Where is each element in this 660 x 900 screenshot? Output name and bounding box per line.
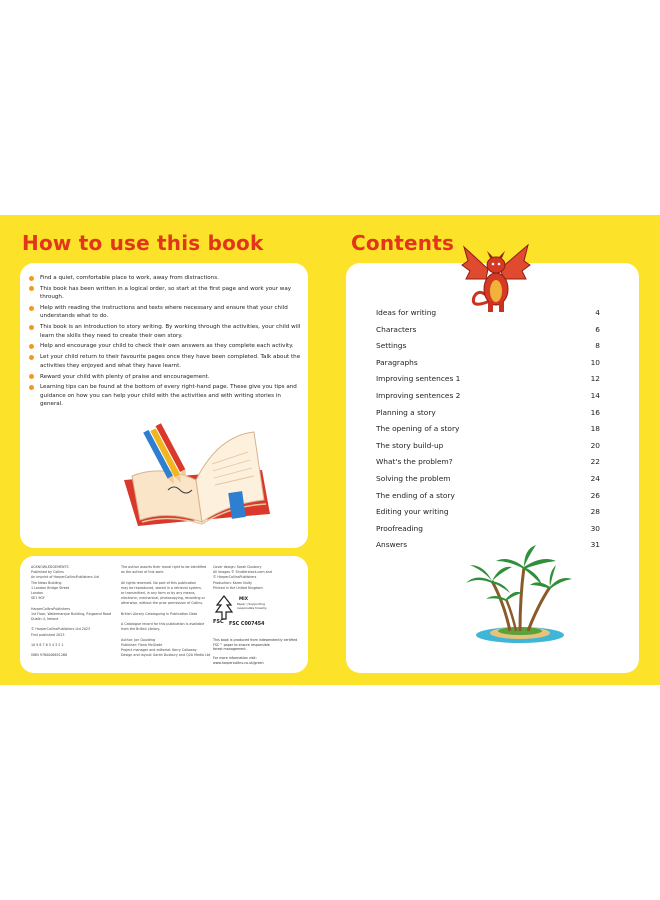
- bullet-dot-icon: [29, 344, 34, 349]
- contents-page-number: 8: [595, 341, 600, 351]
- contents-page-number: 30: [590, 523, 600, 533]
- imprint-line: may be reproduced, stored in a retrieval system,: [121, 585, 202, 590]
- imprint-line: Project manager and editorial: Kerry Calloway: [121, 648, 197, 653]
- contents-row: [376, 491, 600, 508]
- imprint-line: www.harpercollins.co.uk/green: [213, 660, 264, 665]
- fsc-logo: [213, 594, 297, 638]
- fsc-statement: [213, 638, 303, 666]
- instruction-item: This book is an introduction to story writing. By working through the activities, your child will learn the skills they need to create their own story.: [29, 323, 301, 340]
- imprint-line: SE1 9GF: [31, 596, 45, 601]
- contents-title: Improving sentences 1: [376, 374, 461, 384]
- imprint-line: Published by Collins: [31, 570, 64, 575]
- contents-page-number: 4: [595, 308, 600, 317]
- imprint-line: otherwise, without the prior permission of Collins.: [121, 601, 204, 606]
- fsc-code: FSC C007454: [229, 622, 265, 628]
- contents-row: [376, 474, 600, 491]
- imprint-line: Printed in the United Kingdom: [213, 585, 263, 590]
- instruction-item: This book has been written in a logical order, so start at the first page and work your way through.: [29, 285, 301, 302]
- contents-title: Solving the problem: [376, 473, 451, 483]
- imprint-line: forest management.: [213, 647, 247, 652]
- contents-page-number: 18: [590, 424, 600, 434]
- fsc-mix-label: MIX: [239, 596, 248, 602]
- contents-page-number: 31: [590, 540, 600, 550]
- imprint-line: ACKNOWLEDGEMENTS: [31, 565, 69, 569]
- instruction-item: Help with reading the instructions and texts where necessary and ensure that your child understands what to do.: [29, 304, 301, 321]
- contents-title: Answers: [376, 540, 408, 550]
- contents-row: [376, 374, 600, 391]
- imprint-line: An imprint of HarperCollinsPublishers Ltd: [31, 575, 99, 580]
- contents-page-number: 6: [595, 324, 600, 334]
- contents-row: [376, 424, 600, 441]
- bullet-dot-icon: [29, 374, 34, 379]
- imprint-line: The author asserts their moral right to be identified: [121, 565, 207, 569]
- contents-title: Improving sentences 2: [376, 390, 461, 400]
- instruction-item: Find a quiet, comfortable place to work, away from distractions.: [29, 274, 301, 282]
- contents-row: [376, 457, 600, 474]
- left-page: [0, 215, 330, 685]
- imprint-line: © HarperCollinsPublishers: [213, 575, 257, 580]
- contents-title: The story build-up: [376, 440, 444, 450]
- bullet-dot-icon: [29, 385, 34, 390]
- instruction-item: Help and encourage your child to check their own answers as they complete each activity.: [29, 342, 301, 350]
- palm-tree-island-icon: [464, 543, 574, 647]
- instructions-list: [29, 274, 301, 411]
- imprint-line: HarperCollinsPublishers: [31, 606, 71, 611]
- instruction-item: Let your child return to their favourite pages once they have been completed. Talk about the activities they enjoyed and what they have learnt.: [29, 353, 301, 370]
- imprint-line: © HarperCollinsPublishers Ltd 2023: [31, 627, 91, 632]
- contents-title: What's the problem?: [376, 457, 453, 467]
- imprint-line: 10 9 8 7 6 5 4 3 2 1: [31, 643, 64, 648]
- imprint-line: British Library Cataloguing in Publication Data: [121, 611, 198, 616]
- contents-title: Planning a story: [376, 407, 436, 417]
- imprint-line: from the British Library.: [121, 627, 160, 632]
- imprint-column-credits: [213, 565, 303, 666]
- right-page: [330, 215, 660, 685]
- imprint-line: Publisher: Fiona McGlade: [121, 643, 163, 648]
- contents-title: Proofreading: [376, 523, 423, 533]
- bullet-dot-icon: [29, 355, 34, 360]
- contents-title: Characters: [376, 324, 417, 334]
- imprint-line: A Catalogue record for this publication is available: [121, 622, 205, 627]
- contents-page-number: 24: [590, 473, 600, 483]
- imprint-line: Author: Jon Goulding: [121, 637, 156, 642]
- contents-row: [376, 358, 600, 375]
- imprint-line: ISBN 9780008651268: [31, 653, 68, 658]
- imprint-line: 1 London Bridge Street: [31, 585, 70, 590]
- contents-title: The opening of a story: [376, 424, 460, 434]
- book-spread: [0, 215, 660, 685]
- fsc-paper-label: Paper | Supporting responsible forestry: [237, 602, 267, 610]
- instruction-item: Reward your child with plenty of praise and encouragement.: [29, 373, 301, 381]
- contents-row: [376, 441, 600, 458]
- fsc-mark: FSC: [213, 619, 224, 626]
- imprint-line: Design and layout: Sarah Duxbury and Q2A Media Ltd: [121, 653, 211, 658]
- bullet-dot-icon: [29, 276, 34, 281]
- contents-title: Paragraphs: [376, 357, 418, 367]
- contents-title: The ending of a story: [376, 490, 455, 500]
- fsc-tree-logo-icon: [215, 595, 233, 621]
- contents-row: [376, 507, 600, 524]
- imprint-line: London: [31, 591, 44, 596]
- contents-title: Ideas for writing: [376, 308, 437, 317]
- bullet-dot-icon: [29, 306, 34, 311]
- contents-title: Settings: [376, 341, 407, 351]
- imprint-line: This book is produced from independently certified: [213, 638, 298, 643]
- imprint-line: or transmitted, in any form or by any means,: [121, 591, 196, 596]
- contents-page-number: 26: [590, 490, 600, 500]
- contents-row: [376, 325, 600, 342]
- contents-row: [376, 341, 600, 358]
- imprint-line: For more information visit:: [213, 656, 257, 661]
- contents-page-number: 22: [590, 457, 600, 467]
- contents-heading: Contents: [351, 231, 455, 255]
- imprint-line: Cover design: Sarah Duxbury: [213, 565, 262, 569]
- contents-page-number: 28: [590, 507, 600, 517]
- imprint-line: as the author of this work.: [121, 570, 165, 575]
- imprint-line: 1st Floor, Watermarque Building, Ringsend Road: [31, 611, 112, 616]
- how-to-use-heading: How to use this book: [22, 231, 264, 255]
- imprint-line: Production: Karen Nulty: [213, 580, 252, 585]
- instructions-card: [20, 263, 308, 548]
- contents-row: [376, 524, 600, 541]
- contents-list: [376, 308, 600, 557]
- instruction-item: Learning tips can be found at the bottom of every right-hand page. These give you tips and guidance on how you can help your child with the activities and with writing stories in general.: [29, 383, 301, 408]
- contents-row: [376, 391, 600, 408]
- imprint-line: electronic, mechanical, photocopying, recording or: [121, 596, 205, 601]
- imprint-line: All rights reserved. No part of this publication: [121, 580, 197, 585]
- red-dragon-icon: [460, 239, 532, 317]
- contents-page-number: 20: [590, 440, 600, 450]
- contents-page-number: 14: [590, 390, 600, 400]
- imprint-line: FSC™ paper to ensure responsible: [213, 642, 270, 647]
- imprint-line: Dublin 4, Ireland: [31, 617, 59, 622]
- contents-title: Editing your writing: [376, 507, 449, 517]
- contents-row: [376, 308, 600, 325]
- bullet-dot-icon: [29, 286, 34, 291]
- contents-page-number: 12: [590, 374, 600, 384]
- imprint-column-rights: [121, 565, 211, 659]
- imprint-line: All images © Shutterstock.com and: [213, 570, 272, 575]
- open-book-with-pencils-icon: [118, 418, 276, 536]
- contents-page-number: 10: [590, 357, 600, 367]
- bullet-dot-icon: [29, 325, 34, 330]
- contents-row: [376, 408, 600, 425]
- imprint-line: First published 2023: [31, 632, 65, 637]
- imprint-column-publisher: [31, 565, 113, 659]
- contents-page-number: 16: [590, 407, 600, 417]
- imprint-line: The News Building: [31, 580, 62, 585]
- imprint-card: [20, 556, 308, 673]
